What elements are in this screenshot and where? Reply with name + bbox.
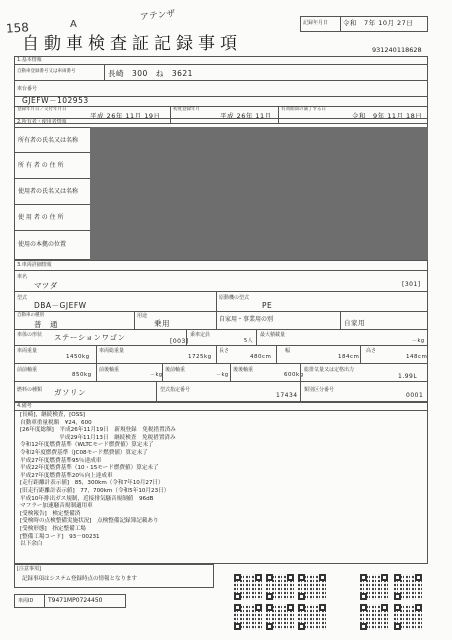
biz-label: 自家用・事業用の別 bbox=[219, 316, 274, 323]
maker-code: [301] bbox=[402, 281, 421, 288]
height-label: 高さ bbox=[366, 348, 377, 354]
displacement-value: 1.99L bbox=[398, 373, 418, 380]
record-date-value: 令和 7年 10月 27日 bbox=[343, 19, 414, 27]
capacity-value: 5人 bbox=[244, 338, 254, 344]
rf-axle-value: －kg bbox=[216, 372, 229, 378]
remark-line: 平成27年度燃費基準95％達成車 bbox=[20, 457, 102, 464]
owner-address-label: 所 有 者 の 住 所 bbox=[18, 162, 64, 169]
redacted-owner-info bbox=[90, 127, 428, 260]
sec1-header: 1.基本情報 bbox=[17, 57, 42, 63]
reg-date-value: 平成 26年 11月 19日 bbox=[90, 112, 161, 120]
ff-axle-label: 前前軸重 bbox=[17, 367, 38, 373]
width-label: 幅 bbox=[285, 348, 291, 354]
remark-line: [26年度総額] 平成26年11月19日 新規登録 免税措置済み bbox=[20, 427, 176, 434]
remark-line: [長崎]，継続検査，[OSS] bbox=[20, 412, 85, 418]
qr-code-9 bbox=[360, 604, 388, 630]
height-value: 148cm bbox=[406, 354, 428, 360]
expiry-label: 有効期間の満了する日 bbox=[281, 107, 326, 112]
rr-axle-value: 600kg bbox=[284, 372, 304, 378]
use-value: 乗用 bbox=[154, 319, 170, 328]
chassis-label: 車台番号 bbox=[17, 86, 38, 92]
reg-number-value: 長崎 300 ね 3621 bbox=[108, 69, 193, 78]
remark-line: [走行距離計表示値] 85，300km（令和7年10月27日） bbox=[20, 480, 164, 487]
length-value: 480cm bbox=[250, 354, 272, 360]
remark-line: 自動車重量税額 ¥24，600 bbox=[20, 419, 92, 426]
owner-name-label: 所有者の氏名又は名称 bbox=[18, 137, 79, 144]
type-value: 普 通 bbox=[34, 320, 58, 329]
qr-code-3 bbox=[298, 574, 326, 600]
qr-code-10 bbox=[394, 604, 422, 630]
remark-line: [整備工場コード] 93－00231 bbox=[20, 533, 100, 540]
user-address-label: 使 用 者 の 住 所 bbox=[18, 214, 64, 221]
use-label: 用途 bbox=[137, 313, 148, 319]
engine-value: PE bbox=[262, 301, 273, 310]
class-value: 0001 bbox=[406, 392, 424, 399]
expiry-value: 令和 9年 11月 18日 bbox=[352, 112, 423, 120]
record-date-label: 記録年月日 bbox=[303, 20, 329, 26]
qr-code-2 bbox=[266, 574, 294, 600]
remark-line: 平成29年11月13日 継続検査 免税措置済み bbox=[20, 434, 176, 441]
remark-line: 令和2年度燃費基準（JC08モード燃費値）算定未了 bbox=[20, 450, 148, 456]
base-location-label: 使用の本拠の位置 bbox=[18, 241, 67, 248]
remark-line: [受検報告] 検定整備済 bbox=[20, 510, 81, 517]
qr-code-6 bbox=[234, 604, 262, 630]
length-label: 長さ bbox=[219, 348, 230, 354]
remark-line: 以下余白 bbox=[20, 541, 43, 548]
remark-line: [受検時の点検整備実施状況] 点検整備記録簿記載あり bbox=[20, 518, 159, 525]
engine-label: 原動機の型式 bbox=[219, 295, 250, 301]
first-reg-value: 平成 26年 11月 bbox=[220, 112, 272, 120]
fr-axle-value: －kg bbox=[150, 372, 163, 378]
chassis-value: GJEFW－102953 bbox=[22, 96, 89, 105]
user-name-label: 使用者の氏名又は名称 bbox=[18, 188, 79, 195]
sec3-header: 3.車両詳細情報 bbox=[17, 262, 52, 268]
remark-line: 平成22年度燃費基準（10・15モード燃費値）算定未了 bbox=[20, 465, 159, 472]
qr-code-8 bbox=[298, 604, 326, 630]
qr-code-7 bbox=[266, 604, 294, 630]
handwritten-letter: A bbox=[70, 19, 77, 30]
gross-value: 1725kg bbox=[188, 354, 212, 360]
qr-code-5 bbox=[394, 574, 422, 600]
page-title: 自動車検査証記録事項 bbox=[22, 34, 242, 54]
type-label: 自動車の種別 bbox=[17, 313, 44, 318]
rr-axle-label: 後後軸重 bbox=[233, 367, 254, 373]
qr-code-1 bbox=[234, 574, 262, 600]
weight-value: 1450kg bbox=[66, 354, 90, 360]
doc-number: 931240118628 bbox=[372, 46, 422, 54]
qr-code-4 bbox=[360, 574, 388, 600]
capacity-label: 乗車定員 bbox=[190, 332, 211, 338]
model-label: 型式 bbox=[17, 295, 28, 301]
remark-line: [受検形態] 指定整備工場 bbox=[20, 526, 86, 532]
body-value: ステーションワゴン bbox=[54, 333, 126, 342]
width-value: 184cm bbox=[338, 354, 360, 360]
first-reg-label: 初度登録年月 bbox=[173, 107, 200, 112]
fuel-label: 燃料の種類 bbox=[17, 387, 43, 393]
body-label: 車体の形状 bbox=[17, 332, 43, 338]
fr-axle-label: 前後軸重 bbox=[99, 367, 120, 373]
vehicle-id-value: T9471MP0724450 bbox=[48, 597, 103, 604]
remark-line: マフラー加速騒音規制適用車 bbox=[20, 503, 93, 510]
maker-label: 車名 bbox=[17, 274, 28, 280]
handwritten-note: アテンザ bbox=[139, 9, 176, 23]
fuel-value: ガソリン bbox=[54, 388, 86, 397]
weight-label: 車両重量 bbox=[17, 348, 38, 354]
maker-value: マツダ bbox=[34, 281, 58, 290]
class-label: 類別区分番号 bbox=[304, 387, 335, 393]
maxload-unit: －kg bbox=[412, 338, 425, 344]
remark-line: 平成27年度燃費基準20％向上達成車 bbox=[20, 472, 113, 479]
sec2-header: 2.所有者・使用者情報 bbox=[17, 119, 67, 125]
model-value: DBA－GJEFW bbox=[34, 301, 87, 310]
remark-line: 平成10年排出ガス規制，近接排気騒音規制値 96dB bbox=[20, 495, 154, 502]
vehicle-id-label: 車両ID bbox=[18, 598, 34, 604]
body-code: [003] bbox=[170, 338, 189, 345]
sec4-header: 4.備考 bbox=[17, 403, 32, 409]
gross-label: 車両総重量 bbox=[99, 348, 125, 354]
displacement-label: 総排気量又は定格出力 bbox=[304, 367, 355, 373]
rf-axle-label: 後前軸重 bbox=[165, 367, 186, 373]
notice-text: 記録事項はシステム登録時点の情報となります bbox=[22, 576, 137, 582]
reg-date-label: 登録年月日／交付年月日 bbox=[17, 107, 67, 112]
remark-line: 令和12年度燃費基準（WLTCモード燃費値）算定未了 bbox=[20, 442, 154, 449]
ff-axle-value: 850kg bbox=[72, 372, 92, 378]
remark-line: [旧走行距離計表示値] 77，700km（令和5年10月23日） bbox=[20, 488, 170, 494]
cert-label: 型式指定番号 bbox=[160, 387, 191, 393]
handwritten-number: 158 bbox=[5, 20, 30, 36]
biz-value: 自家用 bbox=[344, 319, 365, 327]
cert-value: 17434 bbox=[276, 392, 298, 399]
reg-number-label: 自動車登録番号又は車両番号 bbox=[17, 69, 76, 74]
notice-header: [注意事項] bbox=[17, 566, 41, 572]
maxload-label: 最大積載量 bbox=[260, 332, 286, 338]
